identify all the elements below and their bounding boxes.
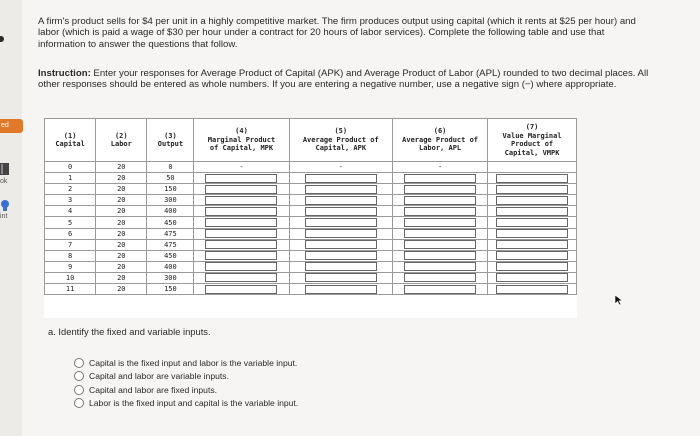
capital-cell: 1 (45, 173, 96, 184)
table-row (45, 239, 577, 250)
capital-cell: 4 (45, 206, 96, 217)
apl-cell (393, 272, 488, 283)
apk-cell (289, 284, 392, 295)
instruction-text: Enter your responses for Average Product of Capital (APK) and Average Product of Labor (APL) rounded to two decimal places. All other responses should be entered as whole numbers. If you are entering a negative number, use a negative sign (−) where appropriate. (38, 68, 649, 91)
apk-cell (289, 228, 392, 239)
instruction (38, 68, 658, 91)
apl-input[interactable] (404, 196, 476, 205)
output-cell: 300 (147, 272, 194, 283)
table-row (45, 217, 577, 228)
table-row (45, 228, 577, 239)
vmpk-input[interactable] (496, 196, 568, 205)
mpk-input[interactable] (205, 218, 277, 227)
mpk-input[interactable] (205, 262, 277, 271)
vmpk-cell (488, 162, 577, 173)
apk-input[interactable] (305, 185, 377, 194)
vmpk-input[interactable] (496, 262, 568, 271)
vmpk-input[interactable] (496, 273, 568, 282)
hint-label: int (0, 213, 8, 220)
apk-cell (289, 217, 392, 228)
mpk-input[interactable] (205, 251, 277, 260)
apl-input[interactable] (404, 285, 476, 294)
table-row (45, 162, 577, 173)
vmpk-cell (488, 206, 577, 217)
vmpk-cell (488, 250, 577, 261)
header-output: (3) Output (147, 119, 194, 162)
mpk-cell (194, 184, 289, 195)
table-row (45, 284, 577, 295)
table-row (45, 206, 577, 217)
status-tag: ed (0, 119, 23, 133)
apl-cell (393, 162, 488, 173)
output-cell: 0 (147, 162, 194, 173)
apk-cell (289, 173, 392, 184)
apl-input[interactable] (404, 174, 476, 183)
apl-input[interactable] (404, 273, 476, 282)
vmpk-input[interactable] (496, 174, 568, 183)
apk-input[interactable] (305, 174, 377, 183)
apl-cell (393, 184, 488, 195)
option-1[interactable] (74, 356, 298, 370)
book-icon[interactable] (0, 162, 10, 176)
dash-placeholder: - (437, 163, 443, 172)
vmpk-cell (488, 228, 577, 239)
capital-cell: 3 (45, 195, 96, 206)
labor-cell: 20 (96, 228, 147, 239)
apl-cell (393, 250, 488, 261)
production-table-container (44, 118, 577, 318)
mpk-cell (194, 228, 289, 239)
option-2[interactable] (74, 370, 298, 384)
vmpk-input[interactable] (496, 207, 568, 216)
labor-cell: 20 (96, 284, 147, 295)
vmpk-input[interactable] (496, 218, 568, 227)
apl-input[interactable] (404, 229, 476, 238)
radio-button[interactable] (74, 385, 84, 395)
mpk-input[interactable] (205, 240, 277, 249)
option-4[interactable] (74, 397, 298, 411)
labor-cell: 20 (96, 261, 147, 272)
table-header-row (45, 119, 577, 162)
vmpk-cell (488, 184, 577, 195)
capital-cell: 5 (45, 217, 96, 228)
apl-input[interactable] (404, 240, 476, 249)
apl-cell (393, 173, 488, 184)
mpk-input[interactable] (205, 185, 277, 194)
mpk-cell (194, 195, 289, 206)
apk-cell (289, 206, 392, 217)
apk-cell (289, 261, 392, 272)
dash-placeholder: - (239, 163, 244, 172)
apl-input[interactable] (404, 207, 476, 216)
output-cell: 400 (147, 206, 194, 217)
apl-cell (393, 284, 488, 295)
capital-cell: 10 (45, 272, 96, 283)
output-cell: 450 (147, 250, 194, 261)
apk-input[interactable] (305, 285, 377, 294)
option-label: Labor is the fixed input and capital is the variable input. (89, 398, 299, 409)
table-row (45, 272, 577, 283)
apk-cell (289, 239, 392, 250)
output-cell: 50 (147, 173, 194, 184)
vmpk-cell (488, 284, 577, 295)
apl-input[interactable] (404, 185, 476, 194)
mpk-cell (194, 206, 289, 217)
option-label: Capital and labor are variable inputs. (89, 371, 229, 382)
mpk-cell (194, 250, 289, 261)
mpk-cell (194, 162, 289, 173)
radio-button[interactable] (74, 398, 84, 408)
labor-cell: 20 (96, 162, 147, 173)
apk-cell (289, 272, 392, 283)
vmpk-cell (488, 239, 577, 250)
output-cell: 475 (147, 239, 194, 250)
apl-cell (393, 195, 488, 206)
mpk-input[interactable] (205, 196, 277, 205)
collapse-handle[interactable] (0, 36, 4, 42)
part-a-options (74, 356, 298, 410)
mpk-input[interactable] (205, 207, 277, 216)
apl-cell (393, 261, 488, 272)
labor-cell: 20 (96, 184, 147, 195)
apk-cell (289, 250, 392, 261)
table-row (45, 195, 577, 206)
labor-cell: 20 (96, 206, 147, 217)
output-cell: 450 (147, 217, 194, 228)
mouse-cursor-icon (614, 294, 624, 306)
option-label: Capital is the fixed input and labor is the variable input. (89, 357, 298, 368)
vmpk-cell (488, 261, 577, 272)
mpk-cell (194, 239, 289, 250)
output-cell: 400 (147, 261, 194, 272)
book-label: ok (0, 178, 8, 185)
mpk-cell (194, 261, 289, 272)
header-apl: (6) Average Product of Labor, APL (393, 119, 488, 162)
apk-input[interactable] (305, 240, 377, 249)
part-a-prompt: a. Identify the fixed and variable inputs. (48, 326, 211, 337)
apk-input[interactable] (305, 262, 377, 271)
apk-cell (289, 162, 392, 173)
mpk-cell (194, 272, 289, 283)
apk-input[interactable] (305, 218, 377, 227)
capital-cell: 6 (45, 228, 96, 239)
apl-input[interactable] (404, 218, 476, 227)
header-mpk: (4) Marginal Product of Capital, MPK (194, 119, 289, 162)
vmpk-input[interactable] (496, 251, 568, 260)
labor-cell: 20 (96, 250, 147, 261)
option-label: Capital and labor are fixed inputs. (89, 384, 218, 395)
capital-cell: 9 (45, 261, 96, 272)
vmpk-input[interactable] (496, 229, 568, 238)
apk-cell (289, 184, 392, 195)
labor-cell: 20 (96, 173, 147, 184)
vmpk-cell (488, 272, 577, 283)
production-table (44, 118, 577, 295)
table-row (45, 184, 577, 195)
output-cell: 150 (147, 184, 194, 195)
vmpk-input[interactable] (496, 240, 568, 249)
table-row (45, 250, 577, 261)
header-capital: (1) Capital (45, 119, 96, 162)
mpk-cell (194, 173, 289, 184)
apl-cell (393, 206, 488, 217)
instruction-label: Instruction: (38, 68, 91, 79)
left-sidebar (0, 0, 22, 436)
apl-cell (393, 228, 488, 239)
header-apk: (5) Average Product of Capital, APK (289, 119, 392, 162)
apk-input[interactable] (305, 207, 377, 216)
vmpk-cell (488, 195, 577, 206)
header-labor: (2) Labor (96, 119, 147, 162)
mpk-input[interactable] (205, 285, 277, 294)
header-vmpk: (7) Value Marginal Product of Capital, VMPK (488, 119, 577, 162)
capital-cell: 8 (45, 250, 96, 261)
vmpk-input[interactable] (496, 285, 568, 294)
mpk-cell (194, 217, 289, 228)
question-text: A firm's product sells for $4 per unit in a highly competitive market. The firm produces output using capital (which it rents at $25 per hour) and labor (which is paid a wage of $30 per hour under a contract for 20 hours of labor services). Complete the following table and use that information to answer the questions that follow. (38, 16, 636, 50)
output-cell: 150 (147, 284, 194, 295)
capital-cell: 7 (45, 239, 96, 250)
apl-cell (393, 239, 488, 250)
vmpk-cell (488, 173, 577, 184)
table-row (45, 261, 577, 272)
radio-button[interactable] (74, 358, 84, 368)
capital-cell: 0 (45, 162, 96, 173)
apk-input[interactable] (305, 273, 377, 282)
vmpk-cell (488, 217, 577, 228)
dash-placeholder: - (338, 163, 343, 172)
apk-cell (289, 195, 392, 206)
labor-cell: 20 (96, 217, 147, 228)
apk-input[interactable] (305, 229, 377, 238)
apk-input[interactable] (305, 251, 377, 260)
apl-cell (393, 217, 488, 228)
capital-cell: 2 (45, 184, 96, 195)
labor-cell: 20 (96, 272, 147, 283)
labor-cell: 20 (96, 195, 147, 206)
output-cell: 475 (147, 228, 194, 239)
capital-cell: 11 (45, 284, 96, 295)
mpk-input[interactable] (205, 273, 277, 282)
mpk-cell (194, 284, 289, 295)
option-3[interactable] (74, 383, 298, 397)
mpk-input[interactable] (205, 174, 277, 183)
vmpk-input[interactable] (496, 185, 568, 194)
labor-cell: 20 (96, 239, 147, 250)
output-cell: 300 (147, 195, 194, 206)
table-row (45, 173, 577, 184)
apl-input[interactable] (404, 251, 476, 260)
radio-button[interactable] (74, 371, 84, 381)
hint-icon[interactable] (0, 200, 14, 212)
mpk-input[interactable] (205, 229, 277, 238)
apk-input[interactable] (305, 196, 377, 205)
apl-input[interactable] (404, 262, 476, 271)
